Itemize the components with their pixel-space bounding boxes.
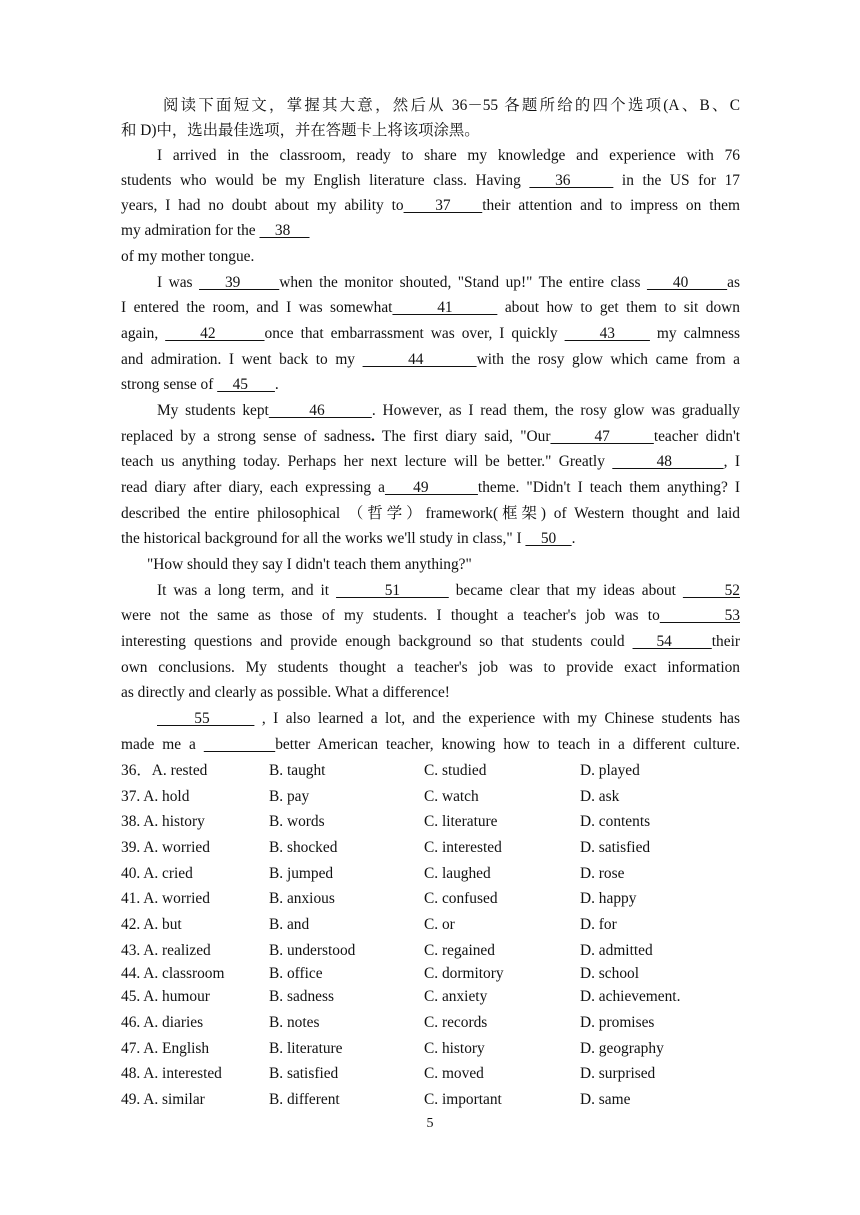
option-choice: 40. A. cried [121, 865, 193, 882]
option-choice: C. or [424, 916, 455, 933]
blank-37: 37 [403, 197, 483, 214]
blank-46: 46 [268, 402, 372, 419]
passage-line: the historical background for all the works we'll study in class," I 50 . [121, 530, 576, 547]
option-choice: C. confused [424, 890, 498, 907]
option-choice: B. different [269, 1091, 340, 1108]
option-choice: C. dormitory [424, 965, 504, 982]
option-choice: B. shocked [269, 839, 338, 856]
option-choice: D. promises [580, 1014, 655, 1031]
blank-41: 41 [392, 299, 498, 316]
option-choice: B. anxious [269, 890, 335, 907]
option-choice: B. understood [269, 942, 356, 959]
option-choice: 38. A. history [121, 813, 205, 830]
blank-49: 49 [384, 479, 478, 496]
option-row [121, 1064, 740, 1084]
blank-unnumbered [204, 736, 275, 753]
option-choice: 39. A. worried [121, 839, 210, 856]
option-choice: 49. A. similar [121, 1091, 205, 1108]
passage-line: replaced by a strong sense of sadness. The first diary said, "Our 47 teacher didn't [121, 428, 740, 445]
option-choice: 42. A. but [121, 916, 182, 933]
option-choice: D. rose [580, 865, 625, 882]
option-choice: D. for [580, 916, 617, 933]
option-row [121, 987, 740, 1007]
passage-line: own conclusions. My students thought a teacher's job was to provide exact information [121, 659, 740, 676]
option-choice: B. office [269, 965, 323, 982]
passage-line: again, 42 once that embarrassment was over, I quickly 43 my calmness [121, 325, 741, 342]
option-choice: C. important [424, 1091, 502, 1108]
option-choice: B. sadness [269, 988, 334, 1005]
option-choice: C. records [424, 1014, 488, 1031]
option-choice: C. anxiety [424, 988, 488, 1005]
option-choice: C. history [424, 1040, 485, 1057]
passage-line: made me a better American teacher, knowing how to teach in a different culture. [121, 736, 740, 753]
blank-55: 55 [157, 710, 255, 727]
option-row [121, 915, 740, 935]
instruction-line-1: 阅读下面短文，掌握其大意，然后从 36－55 各题所给的四个选项(A、B、C [163, 97, 740, 114]
instruction-line-2: 和 D)中，选出最佳选项，并在答题卡上将该项涂黑。 [121, 122, 480, 139]
option-choice: 44. A. classroom [121, 965, 225, 982]
passage-line: were not the same as those of my students. I thought a teacher's job was to 53 [121, 607, 740, 624]
passage-line: of my mother tongue. [121, 248, 255, 265]
option-choice: B. jumped [269, 865, 334, 882]
option-choice: C. studied [424, 762, 487, 779]
passage-line: strong sense of 45 . [121, 376, 279, 393]
blank-44: 44 [362, 351, 477, 368]
passage-line: My students kept 46 . However, as I read them, the rosy glow was gradually [157, 402, 740, 419]
blank-51: 51 [336, 582, 449, 599]
option-choice: 48. A. interested [121, 1065, 222, 1082]
passage-line: and admiration. I went back to my 44 with the rosy glow which came from a [121, 351, 740, 368]
option-row [121, 812, 740, 832]
option-row [121, 864, 740, 884]
option-row [121, 838, 740, 858]
option-row [121, 761, 740, 781]
option-choice: B. literature [269, 1040, 343, 1057]
option-choice: D. achievement. [580, 988, 681, 1005]
blank-42: 42 [165, 325, 265, 342]
option-choice: 45. A. humour [121, 988, 210, 1005]
option-choice: C. moved [424, 1065, 484, 1082]
passage-line: described the entire philosophical （哲学）framework(框架) of Western thought and laid [121, 505, 740, 522]
option-choice: D. admitted [580, 942, 653, 959]
option-row [121, 1013, 740, 1033]
option-choice: D. happy [580, 890, 637, 907]
option-choice: B. notes [269, 1014, 320, 1031]
blank-39: 39 [199, 274, 280, 291]
passage-line: years, I had no doubt about my ability to 37 their attention and to impress on them [121, 197, 740, 214]
option-choice: D. school [580, 965, 639, 982]
option-choice: 36．A. rested [121, 762, 208, 779]
blank-36: 36 [529, 172, 614, 189]
blank-45: 45 [217, 376, 275, 393]
passage-line: teach us anything today. Perhaps her next lecture will be better." Greatly 48 , I [121, 453, 740, 470]
option-row [121, 787, 740, 807]
option-choice: D. same [580, 1091, 631, 1108]
option-choice: 47. A. English [121, 1040, 210, 1057]
blank-52: 52 [682, 582, 740, 599]
blank-48: 48 [612, 453, 724, 470]
option-choice: D. played [580, 762, 640, 779]
option-row [121, 1090, 740, 1110]
blank-50: 50 [525, 530, 572, 547]
blank-38: 38 [259, 222, 310, 239]
passage-line: I entered the room, and I was somewhat 41 about how to get them to sit down [121, 299, 740, 316]
option-choice: C. regained [424, 942, 495, 959]
passage-line: my admiration for the 38 [121, 222, 310, 239]
passage-line: students who would be my English literature class. Having 36 in the US for 17 [121, 172, 740, 189]
option-choice: C. laughed [424, 865, 491, 882]
option-choice: C. watch [424, 788, 479, 805]
option-choice: B. and [269, 916, 310, 933]
option-row [121, 1039, 740, 1059]
passage-line: as directly and clearly as possible. What a difference! [121, 684, 450, 701]
blank-40: 40 [646, 274, 728, 291]
passage-line: "How should they say I didn't teach them anything?" [147, 556, 472, 573]
option-choice: B. taught [269, 762, 326, 779]
option-choice: D. geography [580, 1040, 664, 1057]
blank-53: 53 [659, 607, 740, 624]
blank-43: 43 [564, 325, 650, 342]
option-choice: C. literature [424, 813, 498, 830]
option-choice: D. ask [580, 788, 620, 805]
option-choice: D. satisfied [580, 839, 651, 856]
blank-54: 54 [632, 633, 712, 650]
passage-line: 55 , I also learned a lot, and the experience with my Chinese students has [157, 710, 740, 727]
passage-line: I arrived in the classroom, ready to share my knowledge and experience with 76 [157, 147, 740, 164]
passage-line: I was 39 when the monitor shouted, "Stand up!" The entire class 40 as [157, 274, 740, 291]
option-row [121, 941, 740, 961]
option-choice: B. words [269, 813, 325, 830]
option-choice: 46. A. diaries [121, 1014, 204, 1031]
passage-line: It was a long term, and it 51 became clear that my ideas about 52 [157, 582, 740, 599]
option-row [121, 964, 740, 984]
option-choice: 41. A. worried [121, 890, 210, 907]
passage-line: interesting questions and provide enough background so that students could 54 their [121, 633, 740, 650]
page-number: 5 [426, 1116, 434, 1131]
option-choice: B. pay [269, 788, 310, 805]
option-choice: 43. A. realized [121, 942, 211, 959]
option-choice: D. contents [580, 813, 651, 830]
passage-line: read diary after diary, each expressing a 49 theme. "Didn't I teach them anything? I [121, 479, 740, 496]
option-choice: B. satisfied [269, 1065, 339, 1082]
option-row [121, 889, 740, 909]
option-choice: C. interested [424, 839, 502, 856]
blank-47: 47 [550, 428, 654, 445]
option-choice: 37. A. hold [121, 788, 190, 805]
option-choice: D. surprised [580, 1065, 656, 1082]
